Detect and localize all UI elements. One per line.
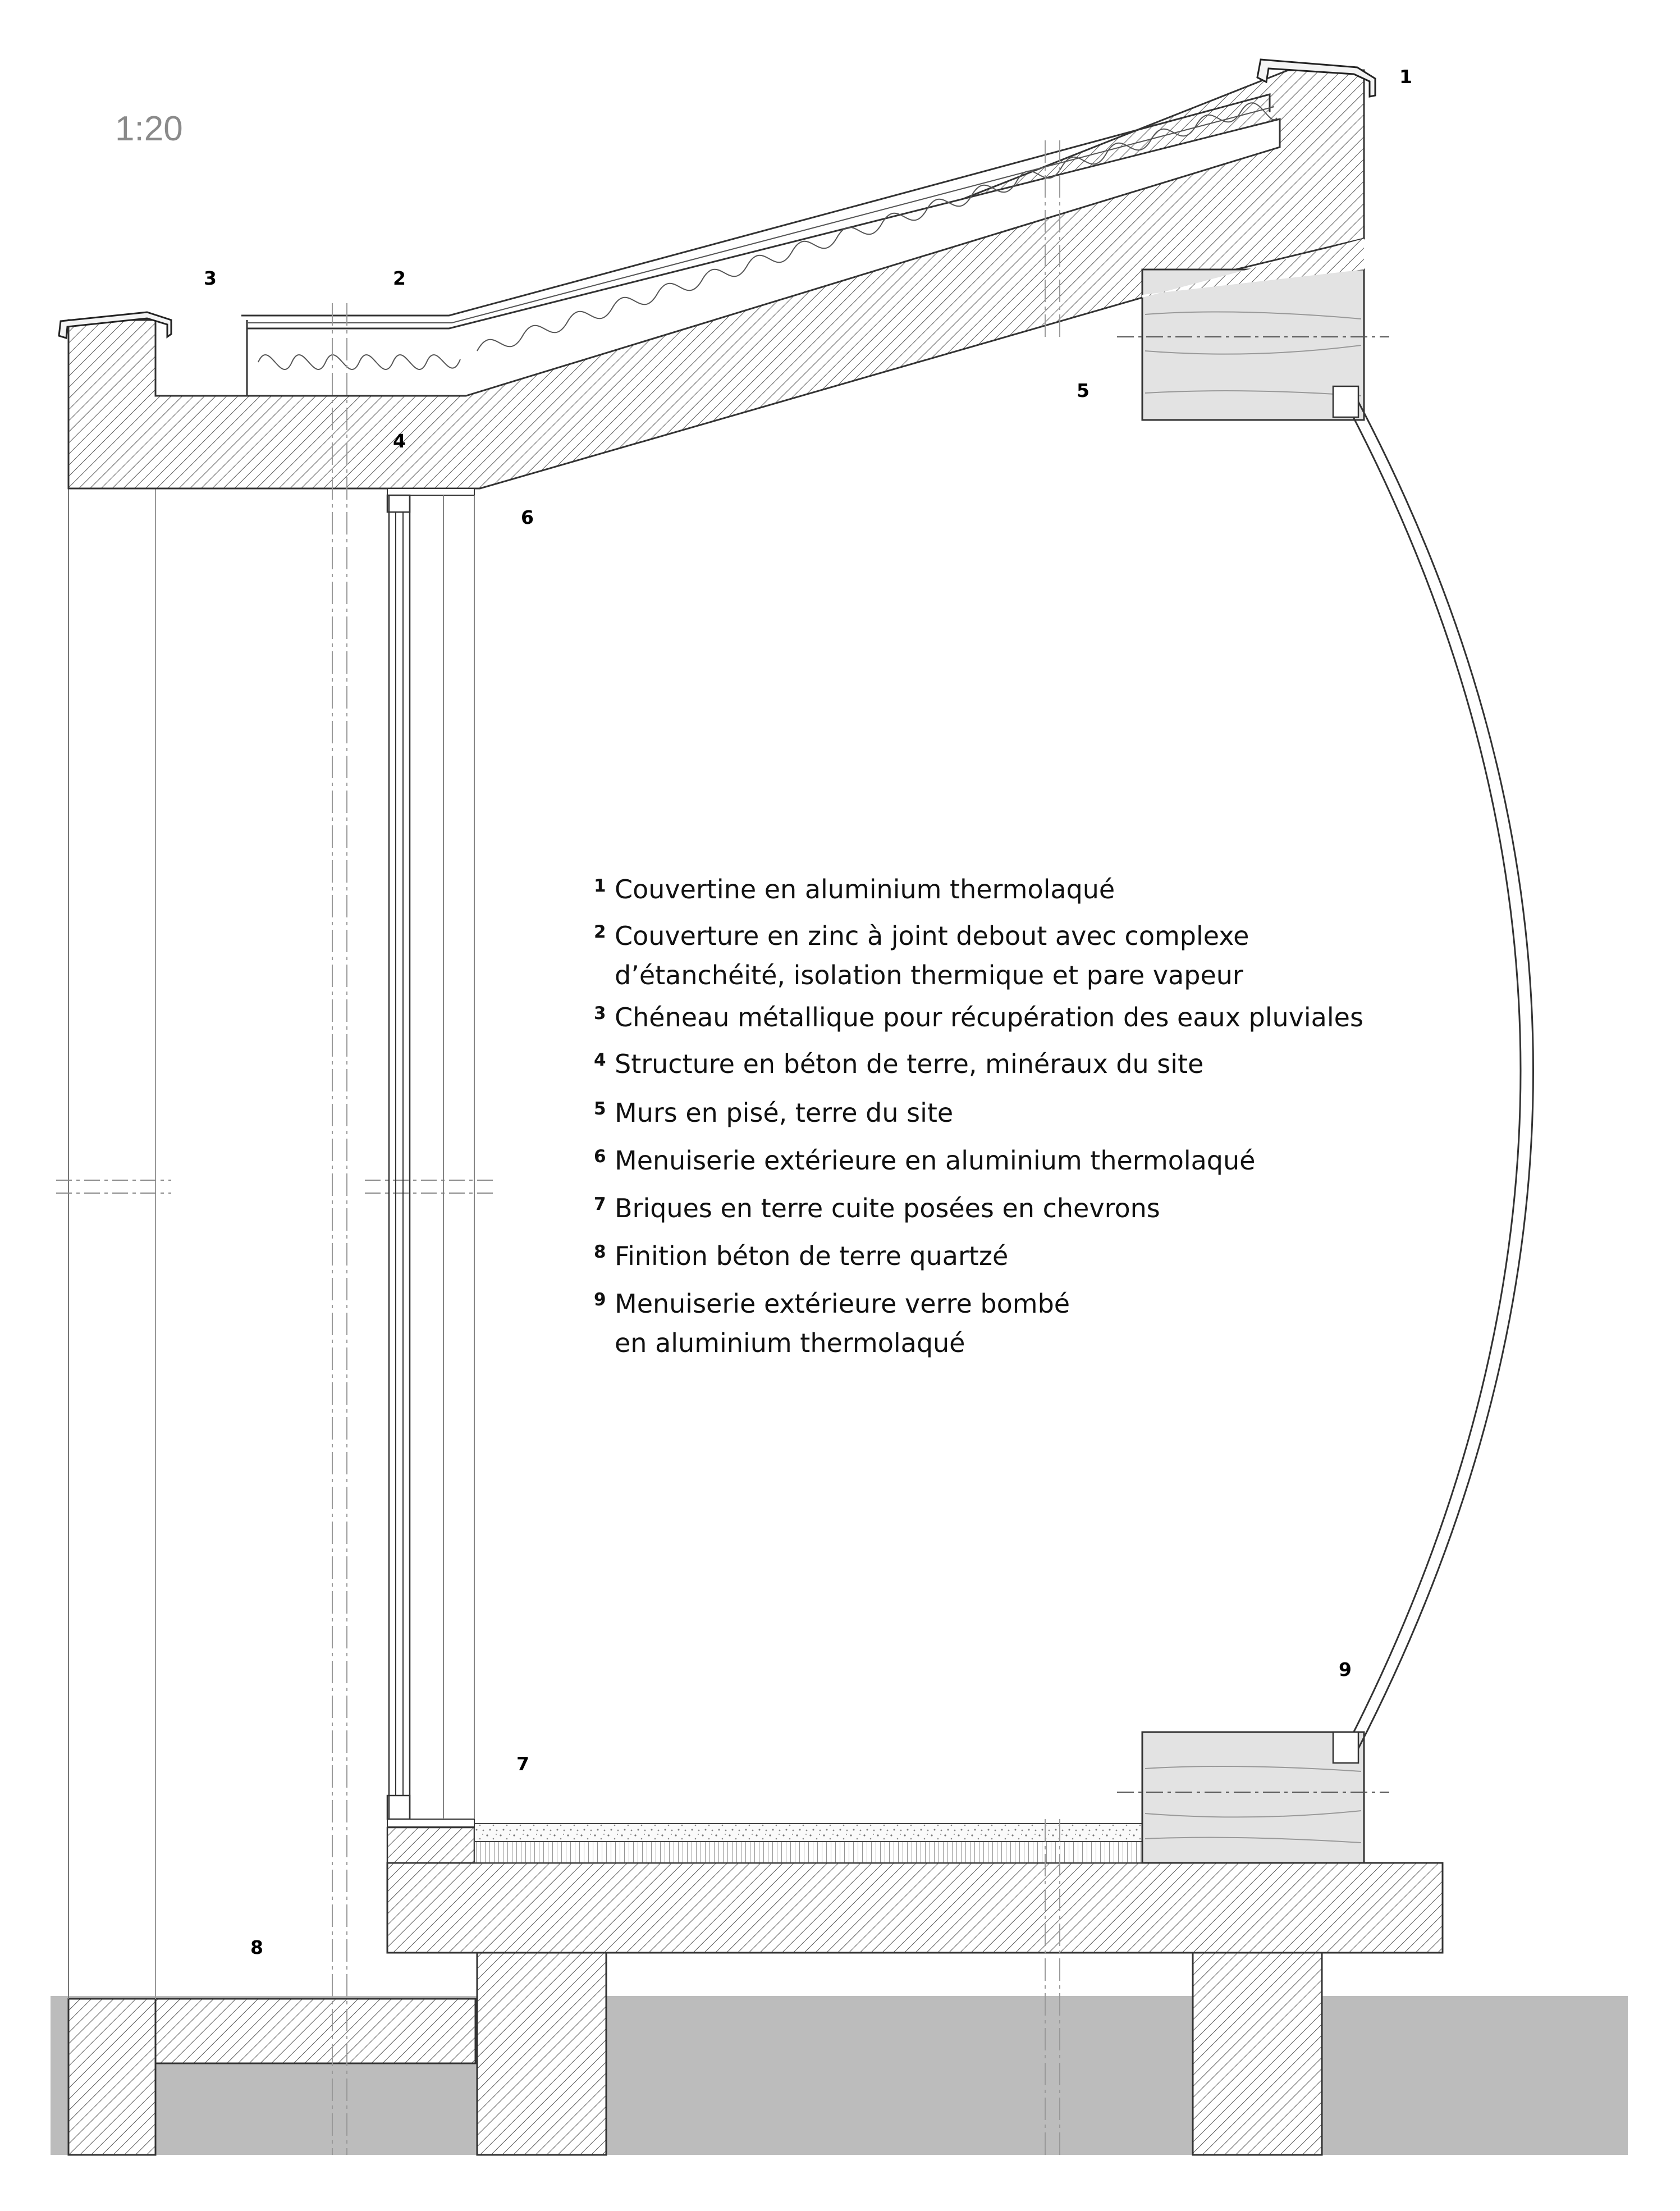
left-foundation-block xyxy=(68,1999,155,2155)
callout-8: 8 xyxy=(250,1936,263,1958)
callout-4: 4 xyxy=(393,430,406,452)
legend-num-4: 4 xyxy=(594,1050,606,1070)
footing-right xyxy=(1193,1953,1322,2155)
legend-item-4: Structure en béton de terre, minéraux du site xyxy=(615,1049,1204,1079)
floor-bricks xyxy=(474,1842,1142,1863)
rammed-earth-wall-upper xyxy=(1142,269,1364,420)
footing-left xyxy=(477,1953,606,2155)
legend-num-8: 8 xyxy=(594,1242,606,1262)
left-ground-beam xyxy=(155,1999,475,2063)
rammed-earth-wall-lower xyxy=(1142,1732,1364,1863)
legend-num-2: 2 xyxy=(594,922,606,942)
legend-item-2-line-2: d’étanchéité, isolation thermique et pare vapeur xyxy=(615,960,1243,990)
legend-num-5: 5 xyxy=(594,1099,606,1119)
callout-9: 9 xyxy=(1339,1659,1352,1680)
legend-item-1: Couvertine en aluminium thermolaqué xyxy=(615,874,1115,904)
glazing-frame-top xyxy=(1333,386,1358,417)
legend-item-8: Finition béton de terre quartzé xyxy=(615,1241,1009,1271)
legend-item-3: Chéneau métallique pour récupération des eaux pluviales xyxy=(615,1002,1363,1033)
scale-label: 1:20 xyxy=(115,109,183,148)
legend-item-9-line-2: en aluminium thermolaqué xyxy=(615,1328,965,1358)
legend-item-9-line-1: Menuiserie extérieure verre bombé xyxy=(615,1289,1070,1319)
curved-glazing-inner xyxy=(1357,400,1533,1751)
window-sill-profile xyxy=(387,1796,410,1819)
legend-item-5: Murs en pisé, terre du site xyxy=(615,1098,954,1128)
floor-slab xyxy=(387,1863,1443,1953)
window-sill-base xyxy=(387,1819,474,1827)
legend-item-6: Menuiserie extérieure en aluminium thermolaqué xyxy=(615,1145,1256,1176)
legend-item-7: Briques en terre cuite posées en chevrons xyxy=(615,1193,1160,1223)
legend-num-1: 1 xyxy=(594,876,606,896)
legend-num-9: 9 xyxy=(594,1290,606,1310)
callout-3: 3 xyxy=(204,267,217,289)
legend-num-7: 7 xyxy=(594,1194,606,1214)
callout-1: 1 xyxy=(1399,66,1412,88)
legend xyxy=(594,874,1363,1358)
window-sill-block xyxy=(387,1828,474,1863)
window-head xyxy=(387,488,474,495)
floor-screed xyxy=(474,1824,1142,1842)
callout-5: 5 xyxy=(1077,380,1090,401)
legend-item-2-line-1: Couverture en zinc à joint debout avec complexe xyxy=(615,921,1249,951)
legend-num-6: 6 xyxy=(594,1146,606,1167)
callout-2: 2 xyxy=(393,267,406,289)
curved-glazing-outer xyxy=(1346,403,1521,1747)
legend-num-3: 3 xyxy=(594,1003,606,1024)
glazing-frame-bottom xyxy=(1333,1732,1358,1763)
callout-7: 7 xyxy=(516,1753,529,1775)
callout-6: 6 xyxy=(521,506,534,528)
window-head-profile xyxy=(387,495,410,512)
